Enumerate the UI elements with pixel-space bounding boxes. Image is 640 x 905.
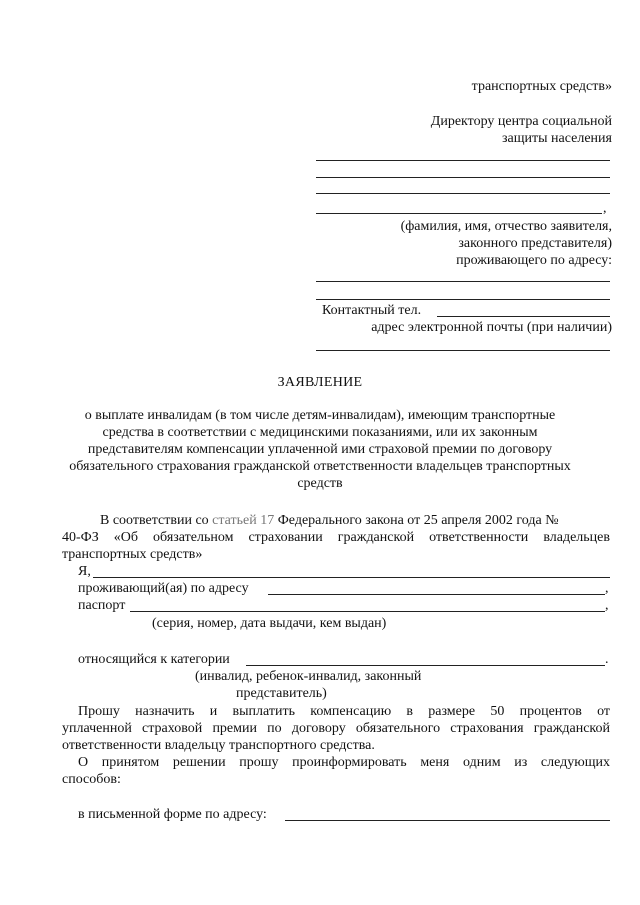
full-name-field[interactable] [93,577,610,578]
category-hint-1: (инвалид, ребенок-инвалид, законный [195,669,422,684]
phone-label: Контактный тел. [322,303,422,318]
document-page: транспортных средств» Директору центра социальной защиты населения , (фамилия, имя, отчество заявителя, законного представителя) проживающего по адресу: Контактный тел. адрес электронной почты (при наличии) ЗАЯВЛЕНИЕ о выплате инвалидам (в том числе детям-инвалидам), имеющим транспортные средства в соответствии с медицинскими показаниями, или их законным представителям компенсации уплаченной ими страховой премии по договору обязательного страхования гражданской ответственности владельцев транспортных средств В соответствии со статьей 17 Федерального закона от 25 апреля 2002 года № 40-ФЗ «Об обязательном страховании гражданской ответственности владельцев транспортных средств» Я, проживающий(ая) по адресу , паспорт , (серия, номер, дата выдачи, кем выдан) относящийся к категории . (инвалид, ребенок-инвалид, законный представитель) Прошу назначить и выплатить компенсацию в размере 50 процентов от уплаченной страховой премии по договору обязательного страхования гражданской ответственности владельцу транспортного средства. О принятом решении прошу проинформировать меня одним из следующих способов: в письменной форме по адресу: [0,0,640,905]
intro-text-a: В соответствии со [100,513,209,528]
phone-field[interactable] [437,316,610,317]
header-top-line: транспортных средств» [471,79,612,94]
law-article-link[interactable]: статьей 17 [212,513,275,528]
notify-line-1: О принятом решении прошу проинформировать меня одним из следующих [78,755,610,770]
intro-line-1 [100,512,559,529]
email-label: адрес электронной почты (при наличии) [371,320,612,335]
subtitle-line: средства в соответствии с медицинскими показаниями, или их законным [102,425,538,440]
request-line-2: уплаченной страховой премии по договору обязательного страхования гражданской [62,721,610,736]
email-field[interactable] [316,350,610,351]
intro-line-2: 40-ФЗ «Об обязательном страховании гражданской ответственности владельцев [62,530,610,545]
intro-text-b: Федерального закона от 25 апреля 2002 года № [277,513,559,528]
applicant-hint-1: (фамилия, имя, отчество заявителя, [400,219,612,234]
residing-address-field[interactable] [268,594,605,595]
category-hint-2: представитель) [236,686,327,701]
subtitle-line: представителям компенсации уплаченной ими страховой премии по договору [87,442,553,457]
request-line-1: Прошу назначить и выплатить компенсацию в размере 50 процентов от [78,704,610,719]
passport-label: паспорт [78,598,126,613]
document-title: ЗАЯВЛЕНИЕ [277,375,363,390]
written-form-address-field[interactable] [285,820,610,821]
applicant-name-line-3[interactable] [316,193,610,194]
request-line-3: ответственности владельцу транспортного средства. [62,738,375,753]
address-line-1[interactable] [316,281,610,282]
written-form-label: в письменной форме по адресу: [78,807,267,822]
notify-line-2: способов: [62,772,121,787]
i-label: Я, [78,564,91,579]
passport-hint: (серия, номер, дата выдачи, кем выдан) [152,616,387,631]
category-label: относящийся к категории [78,652,230,667]
applicant-name-line-2[interactable] [316,177,610,178]
subtitle-line: средств [297,476,343,491]
recipient-line-1: Директору центра социальной [430,114,612,129]
applicant-name-line-1[interactable] [316,160,610,161]
applicant-name-line-4[interactable] [316,213,602,214]
applicant-hint-2: законного представителя) [458,236,612,251]
subtitle-line: обязательного страхования гражданской ответственности владельцев транспортных [69,459,571,474]
category-field[interactable] [246,665,605,666]
intro-line-3: транспортных средств» [62,547,203,562]
address-label: проживающего по адресу: [456,253,612,268]
recipient-line-2: защиты населения [502,131,612,146]
address-line-2[interactable] [316,299,610,300]
subtitle-line: о выплате инвалидам (в том числе детям-инвалидам), имеющим транспортные [84,408,556,423]
residing-label: проживающий(ая) по адресу [78,581,249,596]
passport-field[interactable] [130,611,605,612]
